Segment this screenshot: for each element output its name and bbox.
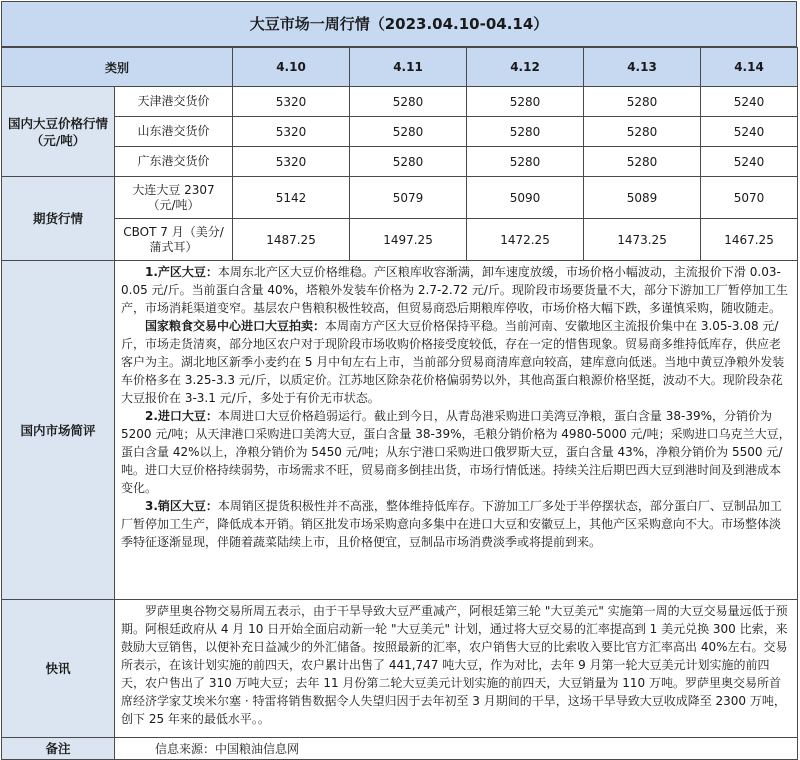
price-cell: 5280 — [350, 117, 467, 147]
remark-row — [2, 738, 798, 760]
page-title: 大豆市场一周行情（2023.04.10-04.14） — [1, 1, 797, 47]
price-cell: 5280 — [350, 87, 467, 117]
table-row — [2, 177, 798, 219]
table-row — [2, 87, 798, 117]
date-header: 4.12 — [467, 48, 584, 87]
row-label: CBOT 7 月（美分/蒲式耳） — [115, 219, 233, 261]
market-table — [1, 47, 798, 760]
price-cell: 1497.25 — [350, 219, 467, 261]
row-label: 山东港交货价 — [115, 117, 233, 147]
date-header: 4.13 — [584, 48, 701, 87]
section-heading: 1.产区大豆： — [145, 265, 218, 279]
price-cell: 5280 — [467, 87, 584, 117]
source-text: 信息来源：中国粮油信息网 — [115, 738, 798, 760]
price-cell: 5320 — [233, 147, 350, 177]
price-cell: 1467.25 — [701, 219, 798, 261]
section-text: 本周南方产区大豆价格保持平稳。当前河南、安徽地区主流报价集中在 3.05-3.08 元/斤，市场走货清爽，部分地区农户对于现阶段市场收购价格接受度较低，存在一定的惜售现象。贸易商多维持低库存，供应老客户为主。湖北地区新季小麦约在 5 月中旬左右上市，当前部分贸易商清库意向较高，建库意向低迷。当地中黄豆净粮外发装车价格多在 3.25-3.3 元/斤，以质定价。江苏地区除杂花价格偏弱势以外，其他高蛋白粮源价格坚挺，波动不大。现阶段杂花大豆报价在 3-3.1 元/斤，多处于有价无市状态。 — [121, 319, 785, 405]
price-cell: 5079 — [350, 177, 467, 219]
table-row — [2, 147, 798, 177]
price-cell: 5142 — [233, 177, 350, 219]
section-text: 本周销区提货积极性并不高涨，整体维持低库存。下游加工厂多处于半停摆状态，部分蛋白厂、豆制品加工厂暂停加工生产，降低成本开销。销区批发市场采购意向多集中在进口大豆和安徽豆上，其他产区采购意向不大。市场整体淡季特征逐渐显现，伴随着蔬菜陆续上市，且价格便宜，豆制品市场消费淡季或将提前到来。 — [121, 499, 782, 549]
price-cell: 5280 — [467, 147, 584, 177]
news-text — [115, 600, 798, 738]
price-cell: 1472.25 — [467, 219, 584, 261]
price-cell: 5240 — [701, 147, 798, 177]
table-row — [2, 219, 798, 261]
section-heading: 3.销区大豆： — [145, 499, 218, 513]
date-header: 4.11 — [350, 48, 467, 87]
row-label: 天津港交货价 — [115, 87, 233, 117]
price-cell: 5090 — [467, 177, 584, 219]
news-paragraph: 罗萨里奥谷物交易所周五表示，由于干旱导致大豆严重减产，阿根廷第三轮 "大豆美元" 实施第一周的大豆交易量远低于预期。阿根廷政府从 4 月 10 日开始全面启动新一轮 "大豆美元" 计划，通过将大豆交易的汇率提高到 1 美元兑换 300 比索，来鼓励大豆销售，以便补充日益减少的外汇储备。按照最新的汇率，农户销售大豆的比索收入要比官方汇率高出 40%左右。交易所表示，在该计划实施的前四天，农户累计出售了 441,747 吨大豆，作为对比，去年 9 月第一轮大豆美元计划实施的前四天，农户售出了 310 万吨大豆；去年 11 月份第二轮大豆美元计划实施的前四天，大豆销量为 110 万吨。罗萨里奥交易所首席经济学家艾埃米尔塞 · 特雷将销售数据令人失望归因于去年初至 3 月期间的干旱，这场干旱导致大豆收成降至 2300 万吨，创下 25 年来的最低水平。。 — [121, 604, 788, 726]
section-heading: 国家粮食交易中心进口大豆拍卖： — [145, 319, 326, 333]
price-cell: 5320 — [233, 117, 350, 147]
commentary-label: 国内市场简评 — [2, 261, 115, 600]
price-cell: 5280 — [350, 147, 467, 177]
futures-label: 期货行情 — [2, 177, 115, 261]
header-row — [2, 48, 798, 87]
price-cell: 5280 — [584, 117, 701, 147]
category-header: 类别 — [2, 48, 233, 87]
row-label: 大连大豆 2307（元/吨） — [115, 177, 233, 219]
domestic-price-label: 国内大豆价格行情（元/吨） — [2, 87, 115, 177]
section-heading: 2.进口大豆： — [145, 409, 218, 423]
commentary-row — [2, 261, 798, 600]
price-cell: 5240 — [701, 87, 798, 117]
date-header: 4.10 — [233, 48, 350, 87]
price-cell: 1473.25 — [584, 219, 701, 261]
price-cell: 5089 — [584, 177, 701, 219]
commentary-text — [115, 261, 798, 600]
price-cell: 5280 — [467, 117, 584, 147]
price-cell: 5070 — [701, 177, 798, 219]
date-header: 4.14 — [701, 48, 798, 87]
price-cell: 1487.25 — [233, 219, 350, 261]
price-cell: 5240 — [701, 117, 798, 147]
news-label: 快讯 — [2, 600, 115, 738]
news-row — [2, 600, 798, 738]
price-cell: 5280 — [584, 87, 701, 117]
price-cell: 5280 — [584, 147, 701, 177]
row-label: 广东港交货价 — [115, 147, 233, 177]
section-text: 本周东北产区大豆价格维稳。产区粮库收容渐满，卸车速度放缓，市场价格小幅波动，主流报价下滑 0.03-0.05 元/斤。当前蛋白含量 40%，塔粮外发装车价格为 2.7-2.72 元/斤。现阶段市场要货量不大，部分下游加工厂暂停加工生产，市场消耗渠道变窄。基层农户售粮积极性较高，但贸易商恐后期粮库停收，市场价格大幅下跌，多谨慎采购，随收随走。 — [121, 265, 788, 315]
remark-label: 备注 — [2, 738, 115, 760]
price-cell: 5320 — [233, 87, 350, 117]
section-text: 本周进口大豆价格趋弱运行。截止到今日，从青岛港采购进口美湾豆净粮，蛋白含量 38-39%，分销价为 5200 元/吨；从天津港口采购进口美湾大豆，蛋白含量 38-39%，毛粮分销价格为 4980-5000 元/吨；采购进口乌克兰大豆，蛋白含量 42%以上，净粮分销价为 5450 元/吨；从东宁港口采购进口俄罗斯大豆，蛋白含量 43%，净粮分销价为 5500 元/吨。进口大豆价格持续弱势，市场需求不旺，贸易商多倒挂出货，市场行情低迷。持续关注后期巴西大豆到港时间及到港成本变化。 — [121, 409, 791, 495]
table-row — [2, 117, 798, 147]
